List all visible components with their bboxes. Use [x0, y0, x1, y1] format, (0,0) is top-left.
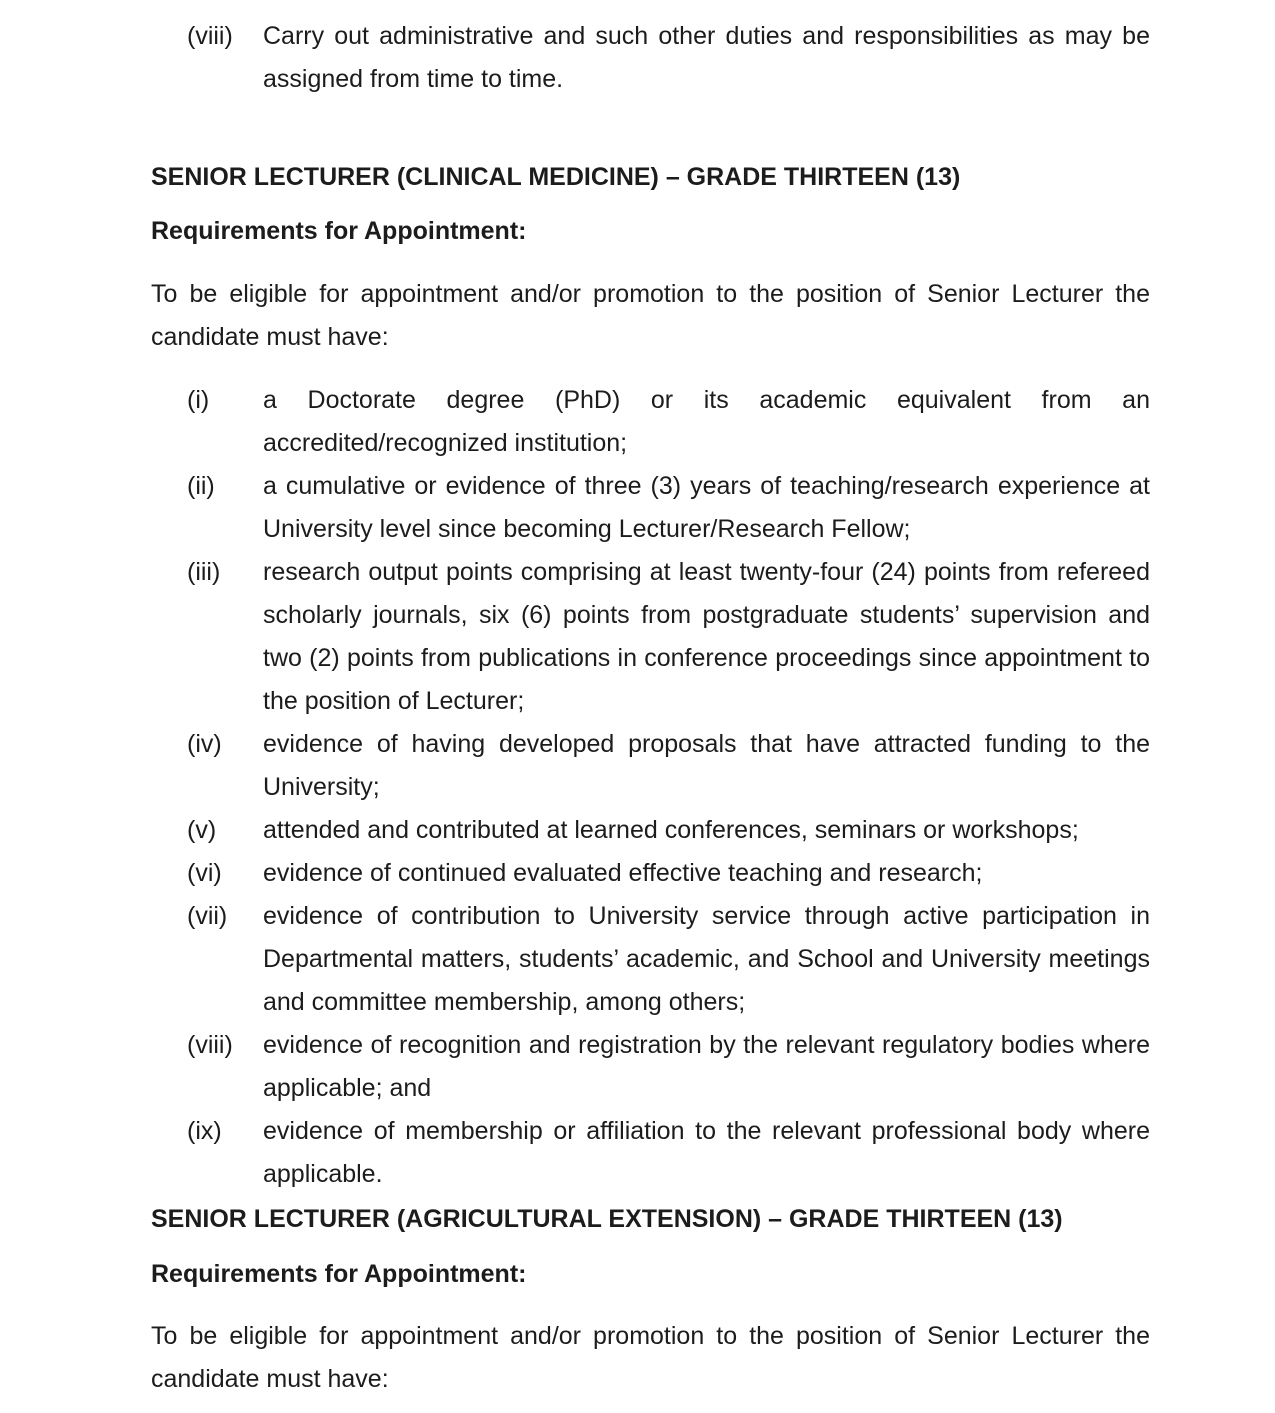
list-item: [151, 809, 1150, 852]
intro-paragraph: To be eligible for appointment and/or promotion to the position of Senior Lecturer the candidate must have:: [151, 1322, 1150, 1393]
list-item-marker: (ix): [187, 1117, 222, 1145]
intro-paragraph: To be eligible for appointment and/or promotion to the position of Senior Lecturer the candidate must have:: [151, 280, 1150, 351]
section-agricultural-extension: [151, 1198, 1150, 1401]
list-item-text: evidence of recognition and registration by the relevant regulatory bodies where applicable; and: [263, 1031, 1150, 1102]
list-item: [151, 551, 1150, 723]
list-item-text: research output points comprising at least twenty-four (24) points from refereed scholarly journals, six (6) points from postgraduate students’ supervision and two (2) points from publications in conference proceedings since appointment to the position of Lecturer;: [263, 558, 1150, 715]
list-item-marker: (iii): [187, 558, 221, 586]
list-item: [151, 852, 1150, 895]
list-item-text: evidence of having developed proposals that have attracted funding to the University;: [263, 730, 1150, 801]
list-item-marker: (iv): [187, 730, 222, 758]
list-item: [151, 15, 1150, 101]
list-item-marker: (viii): [187, 22, 233, 50]
list-item-marker: (v): [187, 816, 217, 844]
list-item-text: evidence of continued evaluated effective teaching and research;: [263, 859, 983, 887]
requirements-list: [151, 379, 1150, 1196]
section-heading: SENIOR LECTURER (AGRICULTURAL EXTENSION) – GRADE THIRTEEN (13): [151, 1205, 1063, 1233]
list-item-marker: (vii): [187, 902, 228, 930]
list-item: [151, 895, 1150, 1024]
list-item-marker: (vi): [187, 859, 222, 887]
list-item-text: Carry out administrative and such other duties and responsibilities as may be assigned from time to time.: [263, 22, 1150, 93]
section-heading: SENIOR LECTURER (CLINICAL MEDICINE) – GRADE THIRTEEN (13): [151, 163, 961, 191]
requirements-subheading: Requirements for Appointment:: [151, 217, 527, 245]
list-item: [151, 723, 1150, 809]
list-item-text: evidence of membership or affiliation to the relevant professional body where applicable.: [263, 1117, 1150, 1188]
list-item-marker: (i): [187, 386, 210, 414]
list-item: [151, 465, 1150, 551]
list-item: [151, 379, 1150, 465]
list-item-text: attended and contributed at learned conferences, seminars or workshops;: [263, 816, 1079, 844]
list-item-marker: (ii): [187, 472, 215, 500]
list-item-text: a cumulative or evidence of three (3) years of teaching/research experience at University level since becoming Lecturer/Research Fellow;: [263, 472, 1150, 543]
requirements-subheading: Requirements for Appointment:: [151, 1260, 527, 1288]
list-item: [151, 1110, 1150, 1196]
list-item-text: evidence of contribution to University service through active participation in Departmental matters, students’ academic, and School and University meetings and committee membership, among others;: [263, 902, 1150, 1016]
list-item-text: a Doctorate degree (PhD) or its academic equivalent from an accredited/recognized institution;: [263, 386, 1150, 457]
list-item-marker: (viii): [187, 1031, 233, 1059]
section-clinical-medicine: [151, 156, 1150, 1196]
list-item: [151, 1024, 1150, 1110]
